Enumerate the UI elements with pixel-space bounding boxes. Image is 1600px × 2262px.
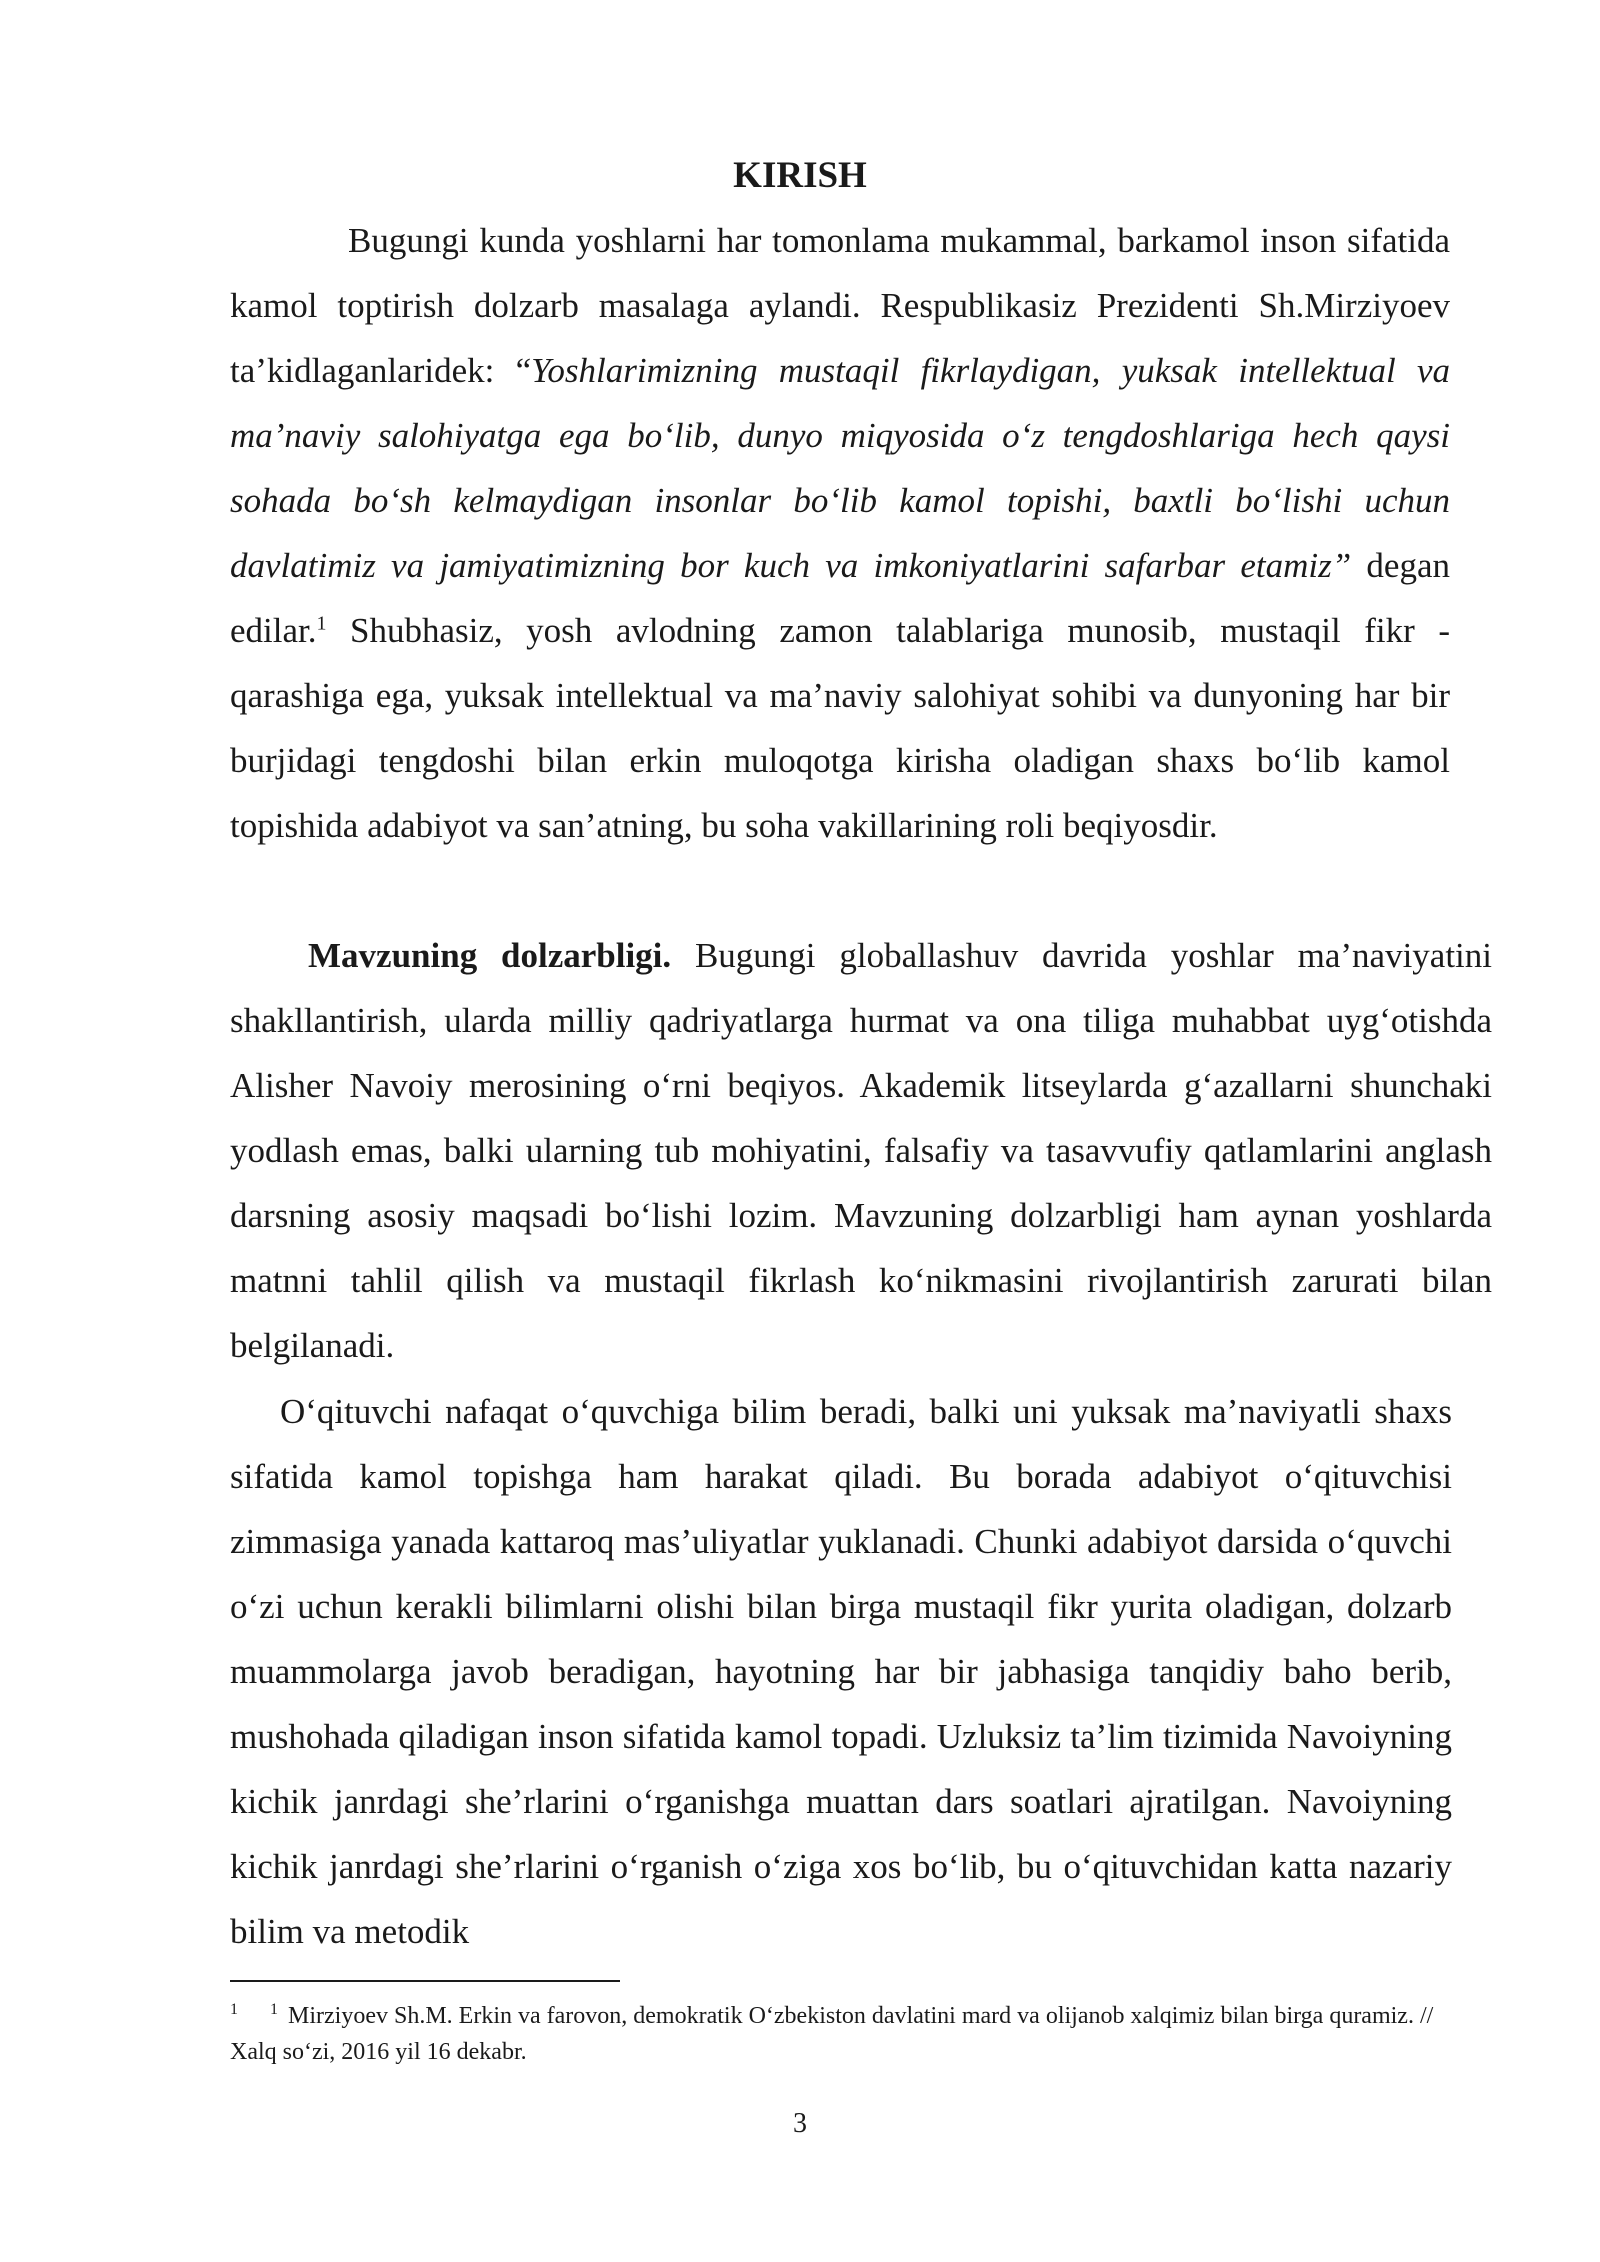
footnote-reference[interactable]: 1 (316, 612, 327, 635)
footnote: 1 $^1$ Mirziyoev Sh.M. Erkin va farovon, demokratik O‘zbekiston davlatini mard va olijanob xalqimiz bilan birga quramiz. // Xalq so‘zi, 2016 yil 16 dekabr. (230, 2001, 1434, 2065)
teacher-paragraph (230, 1379, 1452, 1964)
footnote-separator (230, 1980, 620, 1982)
quote-attribution: degan edilar. (230, 546, 1450, 650)
intro-paragraph (230, 208, 1450, 858)
president-quote: Yoshlarimizning mustaqil fikrlaydigan, yuksak intellektual va ma’naviy salohiyatga ega bo‘lib, dunyo miqyosida o‘z tengdoshlariga hech qaysi sohada bo‘sh kelmaydigan insonlar bo‘lib kamol topishi, baxtli bo‘lishi uchun davlatimiz va jamiyatimizning bor kuch va imkoniyatlarini safarbar etamiz” (230, 351, 1450, 585)
page-heading: KIRISH (733, 155, 867, 196)
footnote-text: Mirziyoev Sh.M. Erkin va farovon, demokratik O‘zbekiston davlatini mard va olijanob xalqimiz bilan birga quramiz. // Xalq so‘zi, 2016 yil 16 dekabr. (230, 2003, 1434, 2065)
intro-lead-text: Bugungi kunda yoshlarni har tomonlama mukammal, barkamol inson sifatida kamol toptirish dolzarb masalaga aylandi. Respublikasiz Prezidenti Sh.Mirziyoev ta’kidlaganlaridek: “ (230, 221, 1450, 390)
relevance-paragraph (230, 923, 1492, 1378)
footnote-inner-mark: 1 (270, 2001, 278, 2018)
relevance-heading: Mavzuning dolzarbligi. (308, 936, 672, 975)
intro-tail-text: Shubhasiz, yosh avlodning zamon talablariga munosib, mustaqil fikr - qarashiga ega, yuksak intellektual va ma’naviy salohiyat sohibi va dunyoning har bir burjidagi tengdoshi bilan erkin muloqotga kirisha oladigan shaxs bo‘lib kamol topishida adabiyot va san’atning, bu soha vakillarining roli beqiyosdir. (230, 611, 1450, 845)
page-number: 3 (793, 2108, 807, 2139)
teacher-text: O‘qituvchi nafaqat o‘quvchiga bilim beradi, balki uni yuksak ma’naviyatli shaxs sifatida kamol topishga ham harakat qiladi. Bu borada adabiyot o‘qituvchisi zimmasiga yanada kattaroq mas’uliyatlar yuklanadi. Chunki adabiyot darsida o‘quvchi o‘zi uchun kerakli bilimlarni olishi bilan birga mustaqil fikr yurita oladigan, dolzarb muammolarga javob beradigan, hayotning har bir jabhasiga tanqidiy baho berib, mushohada qiladigan inson sifatida kamol topadi. Uzluksiz ta’lim tizimida Navoiyning kichik janrdagi she’rlarini o‘rganishga muattan dars soatlari ajratilgan. Navoiyning kichik janrdagi she’rlarini o‘rganish o‘ziga xos bo‘lib, bu o‘qituvchidan katta nazariy bilim va metodik (230, 1392, 1452, 1951)
relevance-text: Bugungi globallashuv davrida yoshlar ma’naviyatini shakllantirish, ularda milliy qadriyatlarga hurmat va ona tiliga muhabbat uyg‘otishda Alisher Navoiy merosining o‘rni beqiyos. Akademik litseylarda g‘azallarni shunchaki yodlash emas, balki ularning tub mohiyatini, falsafiy va tasavvufiy qatlamlarini anglash darsning asosiy maqsadi bo‘lishi lozim. Mavzuning dolzarbligi ham aynan yoshlarda matnni tahlil qilish va mustaqil fikrlash ko‘nikmasini rivojlantirish zarurati bilan belgilanadi. (230, 936, 1493, 1365)
